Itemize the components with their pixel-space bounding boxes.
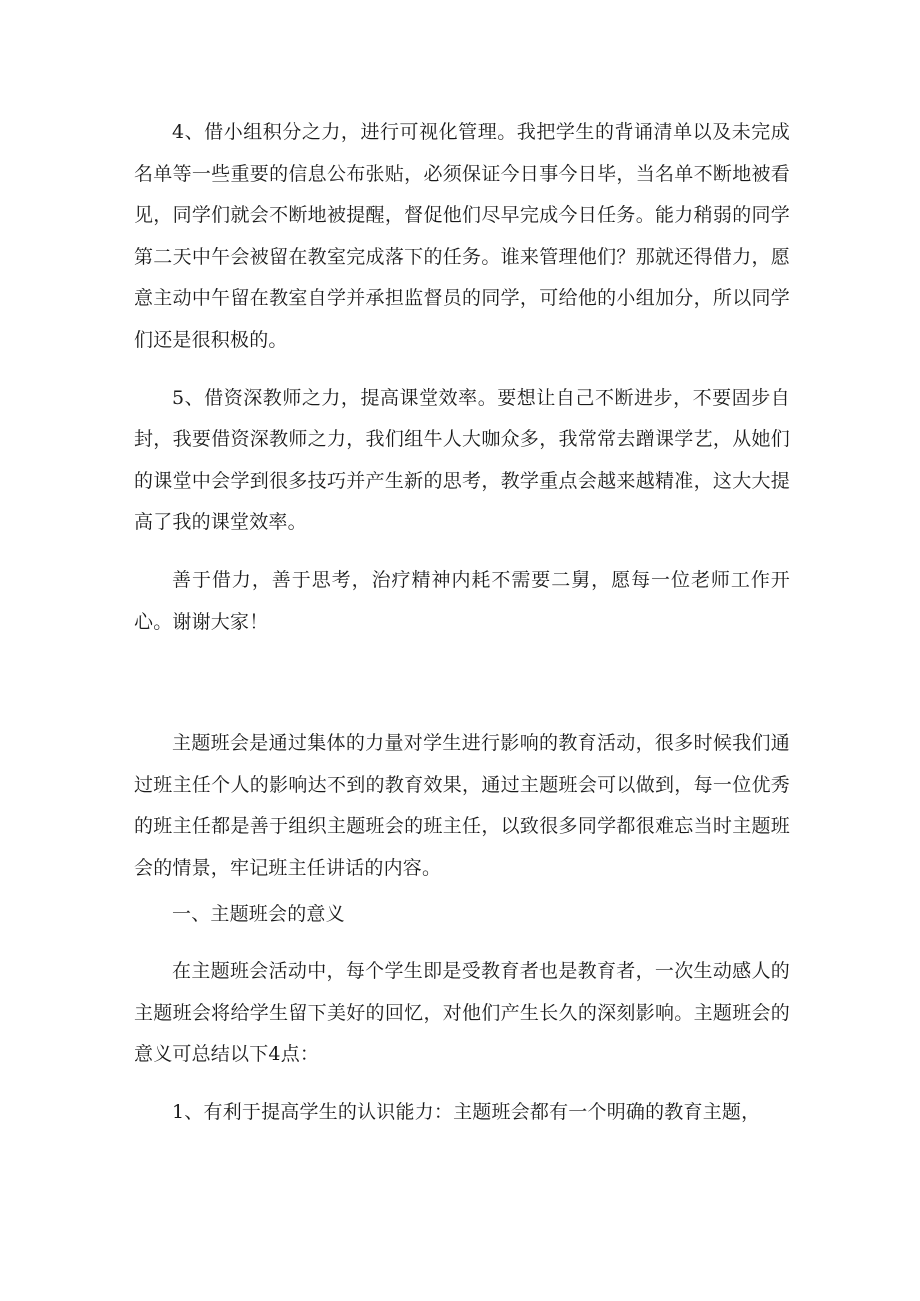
paragraph-class-meeting-intro: 主题班会是通过集体的力量对学生进行影响的教育活动，很多时候我们通过班主任个人的影响达不到的教育效果，通过主题班会可以做到，每一位优秀的班主任都是善于组织主题班会的班主任，以致很多同学都很难忘当时主题班会的情景，牢记班主任讲话的内容。 — [134, 732, 790, 879]
paragraph-group-points: 4、借小组积分之力，进行可视化管理。我把学生的背诵清单以及未完成名单等一些重要的信息公布张贴，必须保证今日事今日毕，当名单不断地被看见，同学们就会不断地被提醒，督促他们尽早完成今日任务。能力稍弱的同学第二天中午会被留在教室完成落下的任务。谁来管理他们？那就还得借力，愿意主动中午留在教室自学并承担监督员的同学，可给他的小组加分，所以同学们还是很积极的。 — [134, 121, 790, 351]
document-body — [134, 112, 790, 1133]
paragraph-meaning: 在主题班会活动中，每个学生即是受教育者也是教育者，一次生动感人的主题班会将给学生留下美好的回忆，对他们产生长久的深刻影响。主题班会的意义可总结以下4点： — [134, 960, 790, 1066]
section-heading-meaning: 一、主题班会的意义 — [172, 902, 345, 925]
paragraph-closing: 善于借力，善于思考，治疗精神内耗不需要二舅，愿每一位老师工作开心。谢谢大家！ — [134, 568, 790, 633]
paragraph-point-one: 1、有利于提高学生的认识能力：主题班会都有一个明确的教育主题， — [172, 1100, 761, 1123]
paragraph-teacher-points: 5、借资深教师之力，提高课堂效率。要想让自己不断进步，不要固步自封，我要借资深教师之力，我们组牛人大咖众多，我常常去蹭课学艺，从她们的课堂中会学到很多技巧并产生新的思考，教学重点会越来越精准，这大大提高了我的课堂效率。 — [134, 386, 790, 534]
